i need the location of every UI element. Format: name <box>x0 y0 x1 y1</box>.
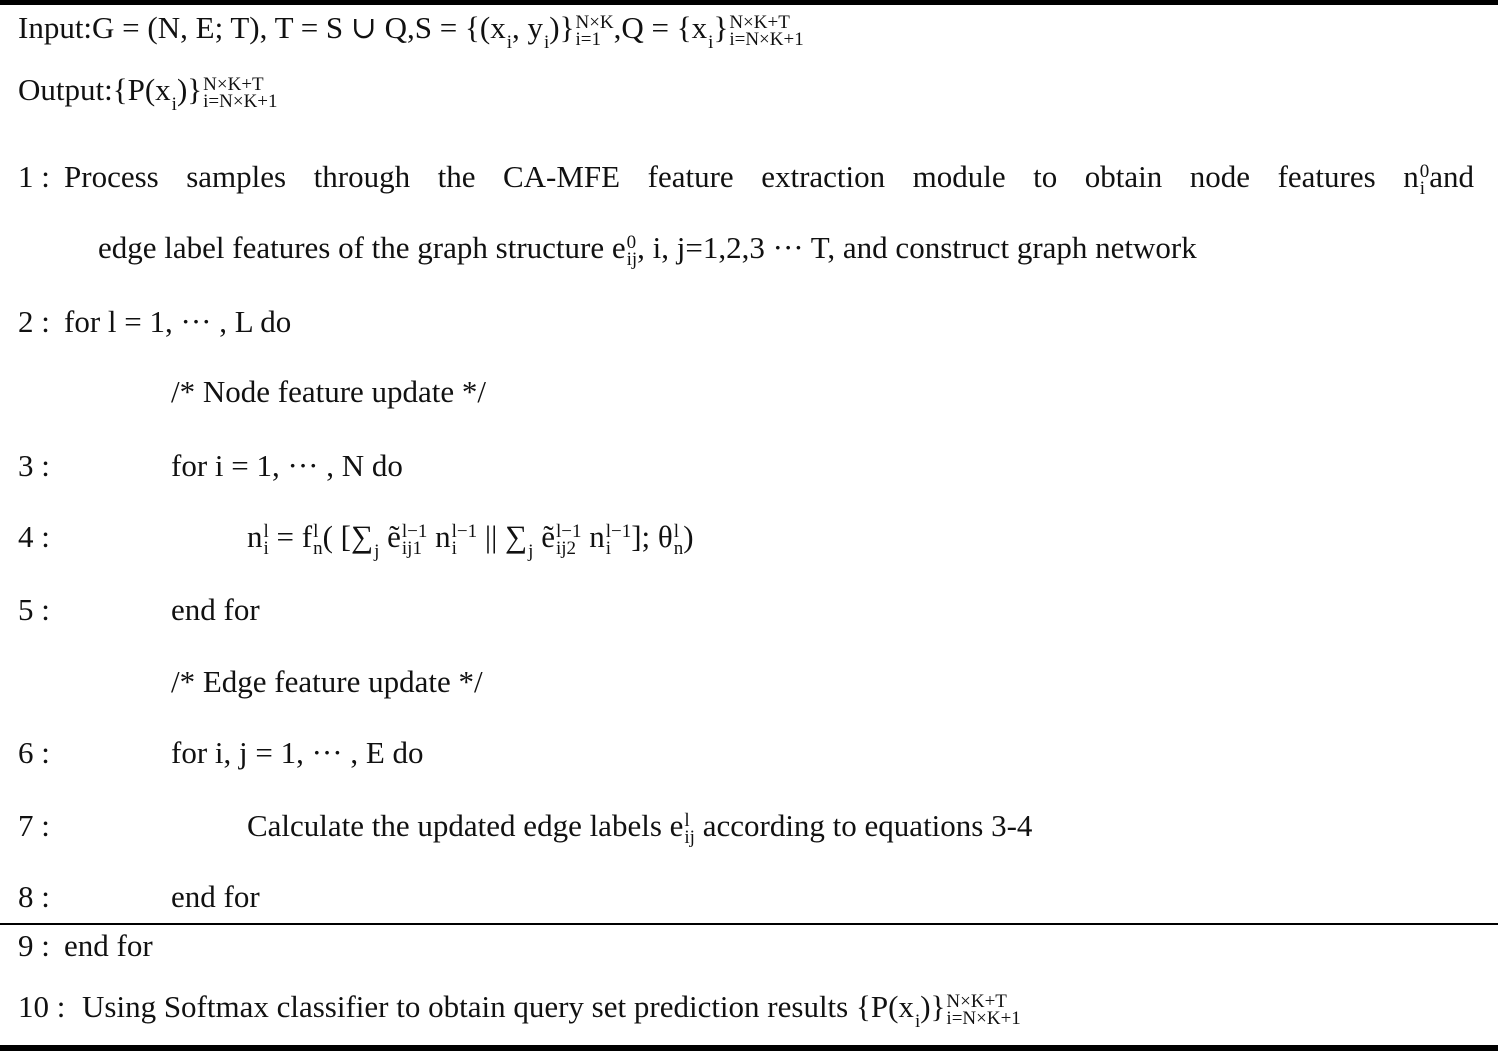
text-fragment: ẽ <box>533 519 555 554</box>
text-fragment: Calculate the updated edge labels e <box>247 808 684 843</box>
step-text <box>171 877 260 917</box>
text-fragment: and <box>1429 159 1474 194</box>
text-fragment: n <box>247 519 263 554</box>
text-fragment: } <box>713 10 729 45</box>
text-fragment: )} <box>176 72 203 107</box>
superscript: N×K+T <box>203 73 264 95</box>
script-group <box>605 520 632 559</box>
superscript: l <box>684 809 690 831</box>
text-fragment: = f <box>268 519 313 554</box>
subscript: i <box>708 32 714 53</box>
subscript: i <box>544 32 550 53</box>
script-group <box>203 73 278 112</box>
subscript: i <box>1419 177 1426 199</box>
text-fragment: , i, j=1,2,3 ··· T, and construct graph network <box>637 230 1197 265</box>
text-fragment: )} <box>920 989 946 1024</box>
text-fragment: , y <box>512 10 543 45</box>
text-fragment: ( [∑ <box>322 519 374 554</box>
text-fragment: for l = 1, ··· , L do <box>64 304 292 339</box>
step-number: 6 : <box>18 735 50 770</box>
step-text <box>171 590 260 630</box>
text-fragment: for i, j = 1, ··· , E do <box>171 735 424 770</box>
text-fragment: ) <box>683 519 694 554</box>
subscript: i=1 <box>575 28 601 50</box>
text-fragment: ]; θ <box>631 519 673 554</box>
step-number: 5 : <box>18 592 50 627</box>
step-number: 9 : <box>18 928 50 963</box>
subscript: i <box>506 32 512 53</box>
step-text <box>18 8 804 51</box>
script-group <box>451 520 478 559</box>
subscript: n <box>673 537 684 559</box>
subscript: n <box>313 537 323 559</box>
superscript: l <box>263 520 269 542</box>
step-number: 4 : <box>18 519 50 554</box>
subscript: j <box>528 541 534 562</box>
step-number: 8 : <box>18 879 50 914</box>
superscript: l <box>313 520 319 542</box>
step-number: 7 : <box>18 808 50 843</box>
step-number: 1 : <box>18 159 50 194</box>
bottom-rule <box>0 1045 1498 1051</box>
text-fragment: )} <box>549 10 575 45</box>
text-fragment: /* Edge feature update */ <box>171 664 483 699</box>
superscript: N×K+T <box>946 990 1007 1012</box>
superscript: 0 <box>626 231 637 253</box>
subscript: i <box>263 537 269 559</box>
text-fragment: n <box>581 519 605 554</box>
script-group <box>626 231 638 270</box>
step-text <box>247 806 1032 846</box>
text-fragment: end for <box>171 879 260 914</box>
step-number: 3 : <box>18 448 50 483</box>
script-group <box>555 520 582 559</box>
step-text <box>171 446 403 486</box>
subscript: i <box>451 537 457 559</box>
text-fragment: Process samples through the CA-MFE feature extraction module to obtain node features n <box>64 159 1419 194</box>
step-number: 10 : <box>18 989 66 1024</box>
step-text <box>18 70 278 113</box>
text-fragment: for i = 1, ··· , N do <box>171 448 403 483</box>
superscript: l−1 <box>401 520 428 542</box>
text-fragment: according to equations 3-4 <box>694 808 1033 843</box>
text-fragment: end for <box>64 928 153 963</box>
text-fragment: Using Softmax classifier to obtain query set prediction results {P(x <box>82 989 914 1024</box>
script-group <box>313 520 323 559</box>
step-text <box>247 517 694 560</box>
subscript: ij2 <box>555 537 577 559</box>
step-text <box>98 228 1197 268</box>
step-text <box>64 157 1474 197</box>
middle-rule <box>0 923 1498 925</box>
script-group <box>684 809 695 848</box>
top-rule <box>0 0 1498 5</box>
text-fragment: ,Q = {x <box>613 10 708 45</box>
step-text <box>64 302 291 342</box>
superscript: 0 <box>1419 160 1430 182</box>
subscript: ij1 <box>401 537 422 559</box>
script-group <box>729 11 804 50</box>
subscript: i <box>605 537 611 559</box>
superscript: l−1 <box>451 520 478 542</box>
text-fragment: n <box>427 519 451 554</box>
script-group <box>575 11 614 50</box>
step-text <box>64 926 153 966</box>
subscript: i <box>914 1011 921 1032</box>
superscript: l−1 <box>555 520 582 542</box>
subscript: ij <box>626 248 638 270</box>
subscript: i=N×K+1 <box>729 28 804 50</box>
script-group <box>673 520 684 559</box>
superscript: l−1 <box>605 520 632 542</box>
subscript: i <box>171 94 177 115</box>
script-group <box>401 520 428 559</box>
subscript: j <box>374 541 380 562</box>
subscript: ij <box>684 826 695 848</box>
text-fragment: end for <box>171 592 260 627</box>
step-text <box>82 987 1021 1030</box>
subscript: i=N×K+1 <box>203 90 278 112</box>
step-text <box>171 662 483 702</box>
script-group <box>1419 160 1430 199</box>
text-fragment: /* Node feature update */ <box>171 374 487 409</box>
text-fragment: edge label features of the graph structure e <box>98 230 626 265</box>
superscript: N×K <box>575 11 614 33</box>
step-text <box>171 372 486 412</box>
text-fragment: Output:{P(x <box>18 72 171 107</box>
text-fragment: Input:G = (N, E; T), T = S ∪ Q,S = {(x <box>18 10 506 45</box>
text-fragment: ẽ <box>379 519 401 554</box>
step-number: 2 : <box>18 304 50 339</box>
step-text <box>171 733 424 773</box>
script-group <box>946 990 1021 1029</box>
superscript: l <box>673 520 680 542</box>
text-fragment: || ∑ <box>477 519 528 554</box>
subscript: i=N×K+1 <box>946 1007 1021 1029</box>
superscript: N×K+T <box>729 11 790 33</box>
